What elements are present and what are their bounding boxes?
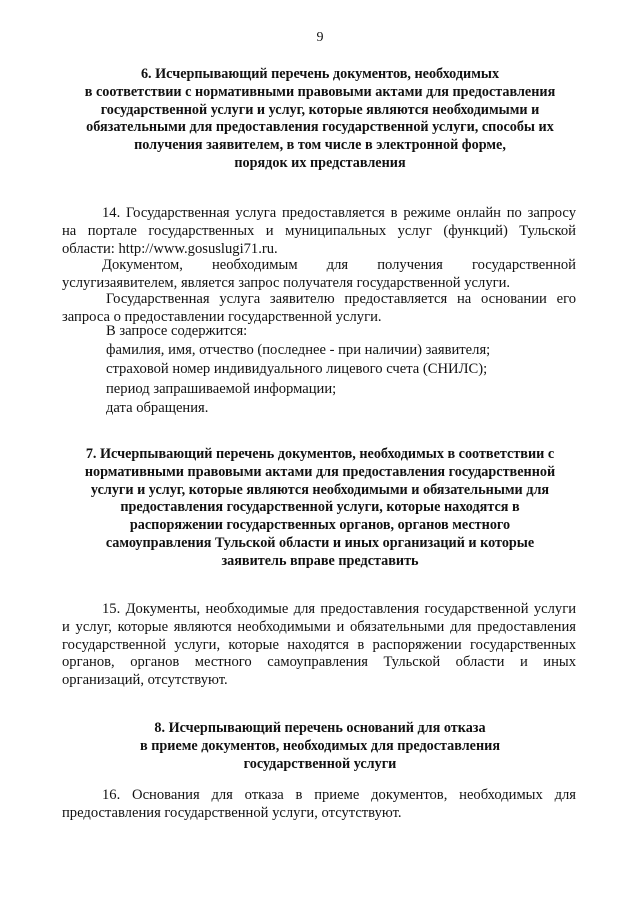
heading-line: 7. Исчерпывающий перечень документов, необходимых в соответствии с — [85, 446, 555, 462]
heading-line: распоряжении государственных органов, органов местного — [129, 517, 511, 534]
heading-line: обязательными для предоставления государственной услуги, способы их — [86, 119, 554, 136]
paragraph-16 — [62, 787, 576, 823]
list-item: период запрашиваемой информации; — [106, 380, 337, 397]
paragraph-line: органов, органов местного самоуправления Тульской области и иных — [62, 654, 576, 671]
paragraph-line: области: http://www.gosuslugi71.ru. — [62, 240, 278, 257]
heading-line: самоуправления Тульской области и иных организаций и которые — [105, 534, 535, 551]
list-item: фамилия, имя, отчество (последнее - при наличии) заявителя; — [106, 342, 491, 359]
section-8-heading — [40, 720, 600, 773]
paragraph-line: Государственная услуга заявителю предоставляется на основании его — [106, 291, 576, 307]
heading-line: в соответствии с нормативными правовыми актами для предоставления — [84, 83, 556, 100]
request-intro: В запросе содержится: — [106, 323, 248, 339]
paragraph-line: государственной услуги, которые находятся в распоряжении государственных — [62, 636, 576, 653]
paragraph-line: услугизаявителем, является запрос получателя государственной услуги. — [62, 274, 511, 291]
paragraph-line: Документом, необходимым для получения государственной — [102, 257, 576, 273]
paragraph-line: 16. Основания для отказа в приеме документов, необходимых для — [102, 787, 576, 803]
heading-line: получения заявителем, в том числе в электронной форме, — [134, 137, 506, 154]
paragraph-line: 14. Государственная услуга предоставляется в режиме онлайн по запросу — [102, 205, 576, 221]
section-7-heading — [40, 446, 600, 571]
heading-line: государственной услуги — [243, 755, 397, 772]
paragraph-14 — [62, 205, 576, 258]
heading-line: 6. Исчерпывающий перечень документов, необходимых — [140, 66, 500, 82]
paragraph-line: 15. Документы, необходимые для предоставления государственной услуги — [102, 601, 576, 617]
heading-line: услуги и услуг, которые являются необходимыми и обязательными для — [90, 481, 550, 498]
paragraph-15 — [62, 601, 576, 690]
request-contents — [106, 322, 490, 418]
paragraph-line: запроса о предоставлении государственной услуги. — [62, 308, 382, 325]
heading-line: государственной услуги и услуг, которые являются необходимыми и — [100, 101, 540, 118]
heading-line: 8. Исчерпывающий перечень оснований для отказа — [154, 720, 486, 736]
heading-line: заявитель вправе представить — [221, 552, 419, 569]
list-item: дата обращения. — [106, 399, 209, 416]
paragraph-line: организаций, отсутствуют. — [62, 672, 228, 689]
heading-line: предоставления государственной услуги, которые находятся в — [120, 499, 520, 516]
page-number: 9 — [316, 30, 324, 45]
paragraph-line: предоставления государственной услуги, отсутствуют. — [62, 804, 402, 821]
paragraph-line: на портале государственных и муниципальных услуг (функций) Тульской — [62, 222, 576, 239]
heading-line: порядок их представления — [234, 154, 406, 171]
list-item: страховой номер индивидуального лицевого счета (СНИЛС); — [106, 361, 488, 378]
section-6-heading — [40, 66, 600, 173]
heading-line: в приеме документов, необходимых для предоставления — [140, 737, 500, 754]
heading-line: нормативными правовыми актами для предоставления государственной — [84, 463, 556, 480]
paragraph-document — [62, 257, 576, 293]
paragraph-line: и услуг, которые являются необходимыми и обязательными для предоставления — [62, 618, 576, 635]
